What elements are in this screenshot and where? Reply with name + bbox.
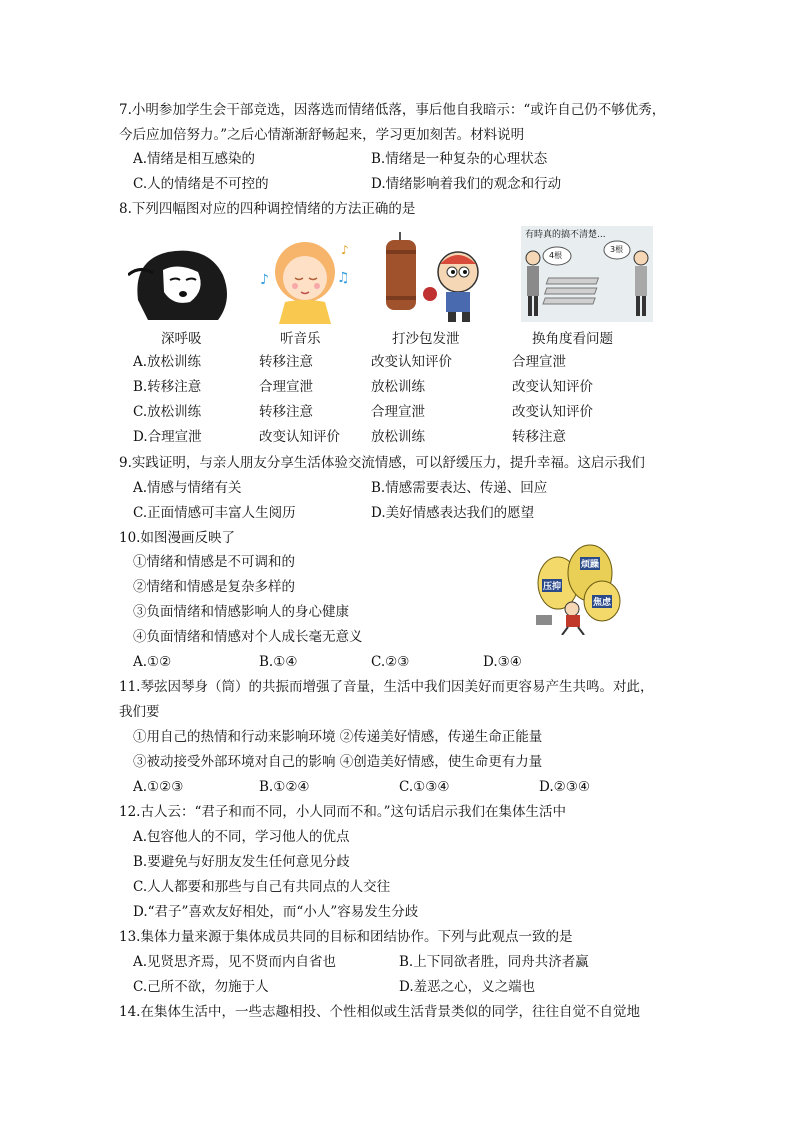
q9-stem: 9.实践证明，与亲人朋友分享生活体验交流情感，可以舒缓压力，提升幸福。这启示我们 — [119, 455, 645, 471]
caption-punching-bag: 打沙包发泄 — [392, 331, 460, 347]
perspective-figure — [521, 226, 653, 322]
q13-option-d: D.羞恶之心，义之端也 — [399, 979, 536, 995]
q13-option-b: B.上下同欲者胜，同舟共济者赢 — [399, 954, 589, 970]
music-figure — [255, 234, 355, 324]
q8-row-c-2: 转移注意 — [259, 404, 313, 420]
q8-stem: 8.下列四幅图对应的四种调控情绪的方法正确的是 — [119, 201, 416, 217]
q8-row-d-1: D.合理宣泄 — [133, 429, 202, 445]
q8-row-c-4: 改变认知评价 — [512, 404, 593, 420]
q11-stem-line1: 11.琴弦因琴身（筒）的共振而增强了音量，生活中我们因美好而更容易产生共鸣。对此， — [119, 679, 654, 695]
q12-option-b: B.要避免与好朋友发生任何意见分歧 — [133, 854, 350, 870]
q13-option-a: A.见贤思齐焉，见不贤而内自省也 — [133, 954, 337, 970]
q10-item-2: ②情绪和情感是复杂多样的 — [133, 579, 295, 595]
q8-row-a-2: 转移注意 — [259, 354, 313, 370]
svg-text:♫: ♫ — [337, 270, 350, 286]
perspective-banner: 有時真的搞不清楚... — [525, 230, 606, 240]
q12-stem: 12.古人云：“君子和而不同，小人同而不和。”这句话启示我们在集体生活中 — [119, 804, 567, 820]
q10-option-a: A.①② — [133, 654, 172, 670]
q8-row-a-1: A.放松训练 — [133, 354, 202, 370]
q11-option-d: D.②③④ — [539, 779, 590, 795]
q11-option-a: A.①②③ — [133, 779, 184, 795]
q11-option-c: C.①③④ — [399, 779, 450, 795]
right-bubble-text: 3根 — [610, 245, 624, 254]
q8-row-b-4: 改变认知评价 — [512, 379, 593, 395]
q8-row-d-2: 改变认知评价 — [259, 429, 340, 445]
q9-option-a: A.情感与情绪有关 — [133, 480, 242, 496]
q11-items-line2: ③被动接受外部环境对自己的影响 ④创造美好情感，使生命更有力量 — [133, 754, 543, 770]
q11-items-line1: ①用自己的热情和行动来影响环境 ②传递美好情感，传递生命正能量 — [133, 729, 543, 745]
q10-option-b: B.①④ — [259, 654, 298, 670]
q13-stem: 13.集体力量来源于集体成员共同的目标和团结协作。下列与此观点一致的是 — [119, 929, 573, 945]
comic-label-irritable: 烦躁 — [580, 557, 600, 570]
q8-row-b-1: B.转移注意 — [133, 379, 202, 395]
q8-row-d-4: 转移注意 — [512, 429, 566, 445]
comic-label-anxious: 焦虑 — [592, 595, 612, 608]
q9-option-c: C.正面情感可丰富人生阅历 — [133, 505, 296, 521]
caption-perspective: 换角度看问题 — [532, 331, 613, 347]
q8-row-b-2: 合理宣泄 — [259, 379, 313, 395]
comic-label-depressed: 压抑 — [542, 579, 562, 592]
q10-stem: 10.如图漫画反映了 — [119, 530, 235, 546]
q7-stem-line2: 今后应加倍努力。”之后心情渐渐舒畅起来，学习更加刻苦。材料说明 — [119, 127, 525, 143]
q8-row-b-3: 放松训练 — [371, 379, 425, 395]
q10-option-d: D.③④ — [483, 654, 522, 670]
q10-option-c: C.②③ — [371, 654, 410, 670]
caption-deep-breath: 深呼吸 — [161, 331, 202, 347]
q8-row-c-1: C.放松训练 — [133, 404, 202, 420]
q11-option-b: B.①②④ — [259, 779, 310, 795]
svg-text:♪: ♪ — [260, 272, 269, 288]
q12-option-d: D.“君子”喜欢友好相处，而“小人”容易发生分歧 — [133, 904, 419, 920]
deep-breath-figure — [128, 240, 238, 322]
q7-option-a: A.情绪是相互感染的 — [133, 151, 256, 167]
q8-row-a-3: 改变认知评价 — [371, 354, 452, 370]
q10-item-4: ④负面情绪和情感对个人成长毫无意义 — [133, 629, 363, 645]
q7-option-b: B.情绪是一种复杂的心理状态 — [371, 151, 548, 167]
q9-option-d: D.美好情感表达我们的愿望 — [371, 505, 535, 521]
q10-item-3: ③负面情绪和情感影响人的身心健康 — [133, 604, 349, 620]
q7-option-d: D.情绪影响着我们的观念和行动 — [371, 176, 562, 192]
q12-option-a: A.包容他人的不同，学习他人的优点 — [133, 829, 350, 845]
q11-stem-line2: 我们要 — [119, 704, 160, 720]
svg-text:♪: ♪ — [341, 243, 349, 257]
q12-option-c: C.人人都要和那些与自己有共同点的人交往 — [133, 879, 391, 895]
left-bubble-text: 4根 — [549, 251, 563, 260]
q8-row-d-3: 放松训练 — [371, 429, 425, 445]
punching-bag-figure — [378, 232, 498, 324]
q7-option-c: C.人的情绪是不可控的 — [133, 176, 269, 192]
q9-option-b: B.情感需要表达、传递、回应 — [371, 480, 548, 496]
q10-item-1: ①情绪和情感是不可调和的 — [133, 554, 295, 570]
q8-row-c-3: 合理宣泄 — [371, 404, 425, 420]
q14-stem: 14.在集体生活中，一些志趣相投、个性相似或生活背景类似的同学，往往自觉不自觉地 — [119, 1004, 640, 1020]
q8-row-a-4: 合理宣泄 — [512, 354, 566, 370]
caption-music: 听音乐 — [280, 331, 321, 347]
q13-option-c: C.己所不欲，勿施于人 — [133, 979, 269, 995]
emotion-burden-comic — [528, 543, 628, 635]
q7-stem-line1: 7.小明参加学生会干部竞选，因落选而情绪低落，事后他自我暗示：“或许自己仍不够优秀， — [119, 102, 666, 118]
